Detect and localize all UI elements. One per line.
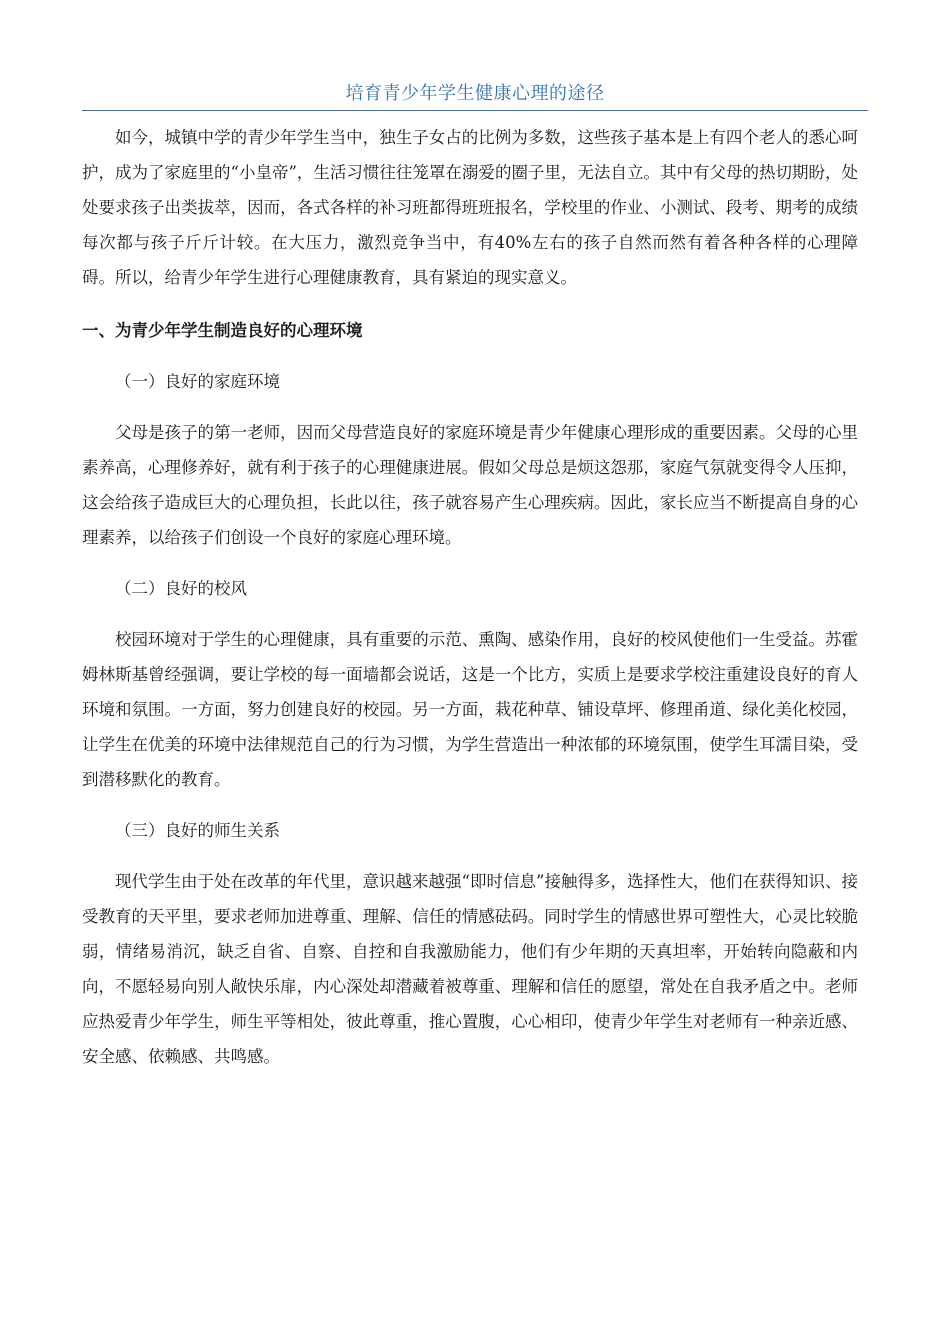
subsection-title-family: （一）良好的家庭环境 xyxy=(115,372,280,391)
document-title: 培育青少年学生健康心理的途径 xyxy=(345,83,605,104)
subsection-title-teacher-student: （三）良好的师生关系 xyxy=(115,821,280,840)
document-header xyxy=(82,80,868,111)
document-body xyxy=(82,120,858,1074)
intro-paragraph: 如今，城镇中学的青少年学生当中，独生子女占的比例为多数，这些孩子基本是上有四个老人的悉心呵护，成为了家庭里的“小皇帝”，生活习惯往往笼罩在溺爱的圈子里，无法自立。其中有父母的热切期盼，处处要求孩子出类拔萃，因而，各式各样的补习班都得班班报名，学校里的作业、小测试、段考、期考的成绩每次都与孩子斤斤计较。在大压力，激烈竞争当中，有40%左右的孩子自然而然有着各种各样的心理障碍。所以，给青少年学生进行心理健康教育，具有紧迫的现实意义。 xyxy=(82,128,858,287)
subsection-title-school: （二）良好的校风 xyxy=(115,579,247,598)
paragraph-school: 校园环境对于学生的心理健康，具有重要的示范、熏陶、感染作用，良好的校风使他们一生受益。苏霍姆林斯基曾经强调，要让学校的每一面墙都会说话，这是一个比方，实质上是要求学校注重建设良好的育人环境和氛围。一方面，努力创建良好的校园。另一方面，栽花种草、铺设草坪、修理甬道、绿化美化校园，让学生在优美的环境中法律规范自己的行为习惯，为学生营造出一种浓郁的环境氛围，使学生耳濡目染，受到潜移默化的教育。 xyxy=(82,630,858,789)
section-heading: 一、为青少年学生制造良好的心理环境 xyxy=(82,321,363,340)
paragraph-teacher-student: 现代学生由于处在改革的年代里，意识越来越强“即时信息”接触得多，选择性大，他们在获得知识、接受教育的天平里，要求老师加进尊重、理解、信任的情感砝码。同时学生的情感世界可塑性大，心灵比较脆弱，情绪易消沉，缺乏自省、自察、自控和自我激励能力，他们有少年期的天真坦率，开始转向隐蔽和内向，不愿轻易向别人敞快乐扉，内心深处却潜藏着被尊重、理解和信任的愿望，常处在自我矛盾之中。老师应热爱青少年学生，师生平等相处，彼此尊重，推心置腹，心心相印，使青少年学生对老师有一种亲近感、安全感、依赖感、共鸣感。 xyxy=(82,872,858,1066)
paragraph-family: 父母是孩子的第一老师，因而父母营造良好的家庭环境是青少年健康心理形成的重要因素。父母的心里素养高，心理修养好，就有利于孩子的心理健康进展。假如父母总是烦这怨那，家庭气氛就变得令人压抑，这会给孩子造成巨大的心理负担，长此以往，孩子就容易产生心理疾病。因此，家长应当不断提高自身的心理素养，以给孩子们创设一个良好的家庭心理环境。 xyxy=(82,423,858,547)
